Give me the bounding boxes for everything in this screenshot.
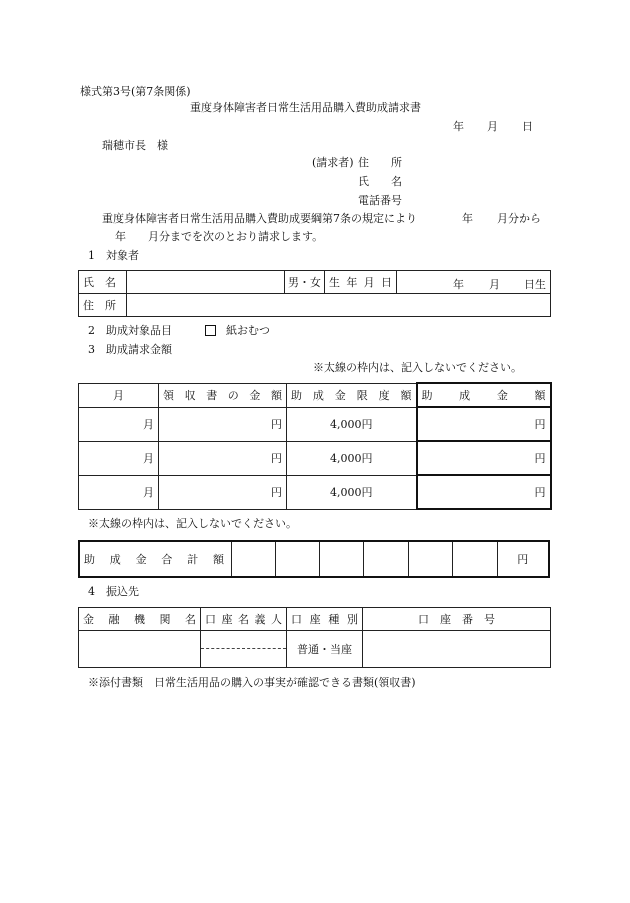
- recipient-address-field[interactable]: [127, 294, 551, 317]
- account-holder-header: 口座名義人: [201, 608, 287, 631]
- date-year-label: 年: [453, 120, 464, 133]
- grant-amount-table: [78, 382, 552, 510]
- header-receipt: 領収書の金額: [159, 383, 287, 407]
- recipient-address-label: 住 所: [79, 294, 127, 317]
- form-number: 様式第3号(第7条関係): [80, 85, 191, 98]
- request-sentence-1: 重度身体障害者日常生活用品購入費助成要綱第7条の規定により: [102, 212, 417, 225]
- diaper-label: 紙おむつ: [226, 324, 270, 337]
- bank-table: [78, 607, 551, 668]
- bank-name-header: 金融機関名: [79, 608, 201, 631]
- section-4-heading: 4 振込先: [88, 585, 139, 598]
- account-number-header: 口 座 番 号: [363, 608, 551, 631]
- header-limit: 助成金限度額: [287, 383, 417, 407]
- total-digit-1: [231, 541, 275, 577]
- applicant-name-label: 氏 名: [358, 175, 402, 188]
- diaper-checkbox[interactable]: [205, 325, 216, 336]
- addressee: 瑞穂市長 様: [102, 139, 168, 152]
- row-3-receipt[interactable]: 円: [159, 475, 287, 509]
- applicant-phone-label: 電話番号: [358, 194, 402, 207]
- date-month-label: 月: [487, 120, 498, 133]
- account-type-header: 口座種別: [287, 608, 363, 631]
- account-holder-name-line[interactable]: [201, 649, 286, 667]
- section-3-heading: 3 助成請求金額: [88, 343, 172, 356]
- account-number-field[interactable]: [363, 631, 551, 668]
- recipient-name-label: 氏 名: [79, 271, 127, 294]
- account-holder-field[interactable]: [201, 631, 287, 668]
- row-2-grant: 円: [417, 441, 551, 475]
- total-label: 助成金合計額: [79, 541, 231, 577]
- date-day-label: 日: [522, 120, 533, 133]
- header-grant: 助成金額: [417, 383, 551, 407]
- attachment-note: ※添付書類 日常生活用品の購入の事実が確認できる書類(領収書): [88, 676, 416, 689]
- recipient-name-field[interactable]: [127, 271, 285, 294]
- recipient-table: [78, 270, 551, 317]
- row-3-month[interactable]: 月: [79, 475, 159, 509]
- dob-label: 生年月日: [325, 271, 397, 294]
- row-2-limit: 4,000円: [287, 441, 417, 475]
- total-unit: 円: [497, 541, 549, 577]
- total-digit-6: [453, 541, 497, 577]
- row-3-grant: 円: [417, 475, 551, 509]
- document-title: 重度身体障害者日常生活用品購入費助成請求書: [190, 101, 421, 114]
- account-holder-kana-line[interactable]: [201, 631, 286, 649]
- bank-name-field[interactable]: [79, 631, 201, 668]
- section-2-heading: 2 助成対象品目: [88, 324, 172, 337]
- section-1-heading: 1 対象者: [88, 249, 139, 262]
- request-month-from: 月分から: [497, 212, 541, 225]
- header-month: 月: [79, 383, 159, 407]
- account-type-options[interactable]: 普通・当座: [287, 631, 363, 668]
- total-digit-2: [275, 541, 319, 577]
- row-1-grant: 円: [417, 407, 551, 441]
- dob-field[interactable]: 年 月 日生: [397, 271, 551, 294]
- gender-options[interactable]: 男・女: [285, 271, 325, 294]
- request-sentence-2: 月分までを次のとおり請求します。: [148, 230, 324, 243]
- row-2-month[interactable]: 月: [79, 441, 159, 475]
- total-digit-4: [364, 541, 408, 577]
- total-table: [78, 540, 550, 578]
- request-year-1: 年: [462, 212, 473, 225]
- row-1-month[interactable]: 月: [79, 407, 159, 441]
- total-digit-3: [320, 541, 364, 577]
- row-1-receipt[interactable]: 円: [159, 407, 287, 441]
- row-2-receipt[interactable]: 円: [159, 441, 287, 475]
- row-3-limit: 4,000円: [287, 475, 417, 509]
- row-1-limit: 4,000円: [287, 407, 417, 441]
- applicant-prefix: (請求者): [312, 156, 354, 169]
- applicant-address-label: 住 所: [358, 156, 402, 169]
- total-note: ※太線の枠内は、記入しないでください。: [88, 517, 297, 530]
- thick-frame-note: ※太線の枠内は、記入しないでください。: [313, 361, 522, 374]
- request-year-2: 年: [115, 230, 126, 243]
- total-digit-5: [408, 541, 452, 577]
